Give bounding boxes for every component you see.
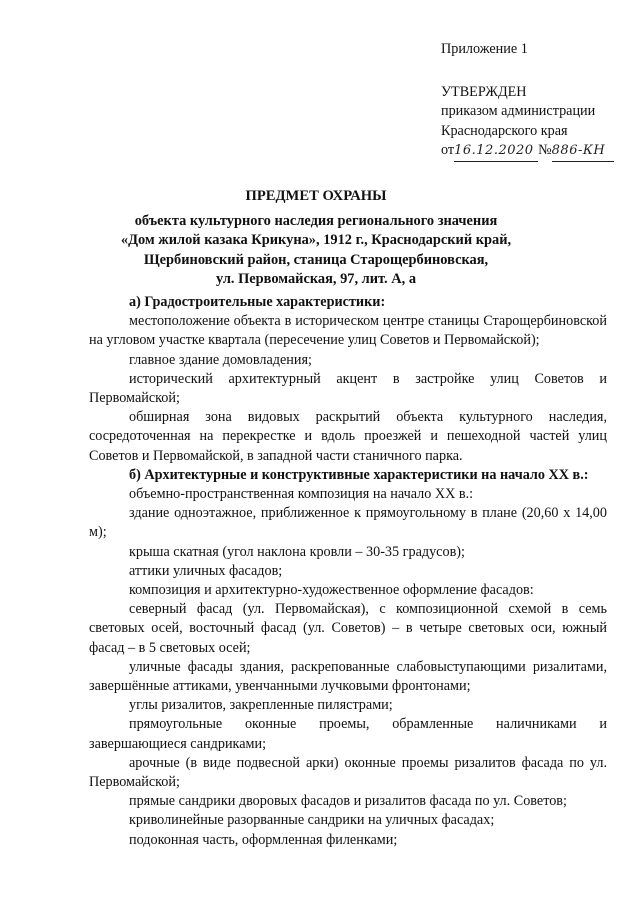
paragraph: прямые сандрики дворовых фасадов и ризалитов фасада по ул. Советов; [129, 793, 567, 810]
paragraph: объемно-пространственная композиция на начало XX в.: [129, 486, 474, 503]
document-subtitle-2: «Дом жилой казака Крикуна», 1912 г., Краснодарский край, [120, 232, 512, 249]
paragraph: исторический архитектурный акцент в застройке улиц Советов и Первомайской; [89, 370, 607, 407]
paragraph: обширная зона видовых раскрытий объекта культурного наследия, сосредоточенная на перекрестке и вдоль проезжей и пешеходной частей улиц Советов и Первомайской, в западной части станичного парка. [89, 409, 607, 464]
approval-line-1: приказом администрации [441, 103, 596, 120]
approval-line-2: Краснодарского края [441, 122, 568, 139]
handwritten-date: 16.12.2020 [454, 141, 538, 162]
paragraph: северный фасад (ул. Первомайская), с композиционной схемой в семь световых осей, восточный фасад (ул. Советов) – в четыре световых оси, южный фасад – в 5 световых осей; [89, 601, 607, 656]
paragraph: прямоугольные оконные проемы, обрамленные наличниками и завершающиеся сандриками; [89, 716, 607, 752]
document-subtitle-1: объекта культурного наследия регионального значения [134, 212, 498, 229]
paragraph: подоконная часть, оформленная филенками; [129, 831, 398, 848]
approval-date-line [441, 141, 614, 162]
document-title: ПРЕДМЕТ ОХРАНЫ [245, 188, 387, 204]
paragraph: уличные фасады здания, раскрепованные слабовыступающими ризалитами, завершённые аттиками, увенчанными лучковыми фронтонами; [89, 658, 607, 695]
section-heading-a: а) Градостроительные характеристики: [129, 294, 386, 310]
number-sign: № [538, 142, 552, 159]
paragraph: главное здание домовладения; [129, 351, 312, 368]
paragraph: композиция и архитектурно-художественное оформление фасадов: [129, 582, 534, 599]
paragraph: местоположение объекта в историческом центре станицы Старощербиновской на угловом участке квартала (пересечение улиц Советов и Первомайской); [89, 313, 607, 349]
document-body [89, 293, 607, 850]
paragraph: аттики уличных фасадов; [129, 562, 283, 579]
handwritten-number: 886-КН [552, 141, 614, 162]
date-prefix: от [441, 142, 455, 159]
paragraph: здание одноэтажное, приближенное к прямоугольному в плане (20,60 х 14,00 м); [89, 505, 607, 541]
paragraph: углы ризалитов, закрепленные пилястрами; [129, 697, 393, 714]
paragraph: крыша скатная (угол наклона кровли – 30-35 градусов); [129, 543, 465, 560]
paragraph: арочные (в виде подвесной арки) оконные проемы ризалитов фасада по ул. Первомайской; [89, 754, 607, 791]
document-subtitle-3: Щербиновский район, станица Старощербиновская, [143, 251, 489, 268]
document-subtitle-4: ул. Первомайская, 97, лит. А, а [215, 271, 417, 288]
appendix-label: Приложение 1 [441, 41, 528, 57]
document-title-block [96, 187, 536, 290]
section-heading-b: б) Архитектурные и конструктивные характеристики на начало XX в.: [129, 466, 589, 483]
paragraph: криволинейные разорванные сандрики на уличных фасадах; [129, 812, 495, 829]
approved-label: УТВЕРЖДЕН [441, 83, 527, 100]
approval-block [441, 40, 614, 162]
